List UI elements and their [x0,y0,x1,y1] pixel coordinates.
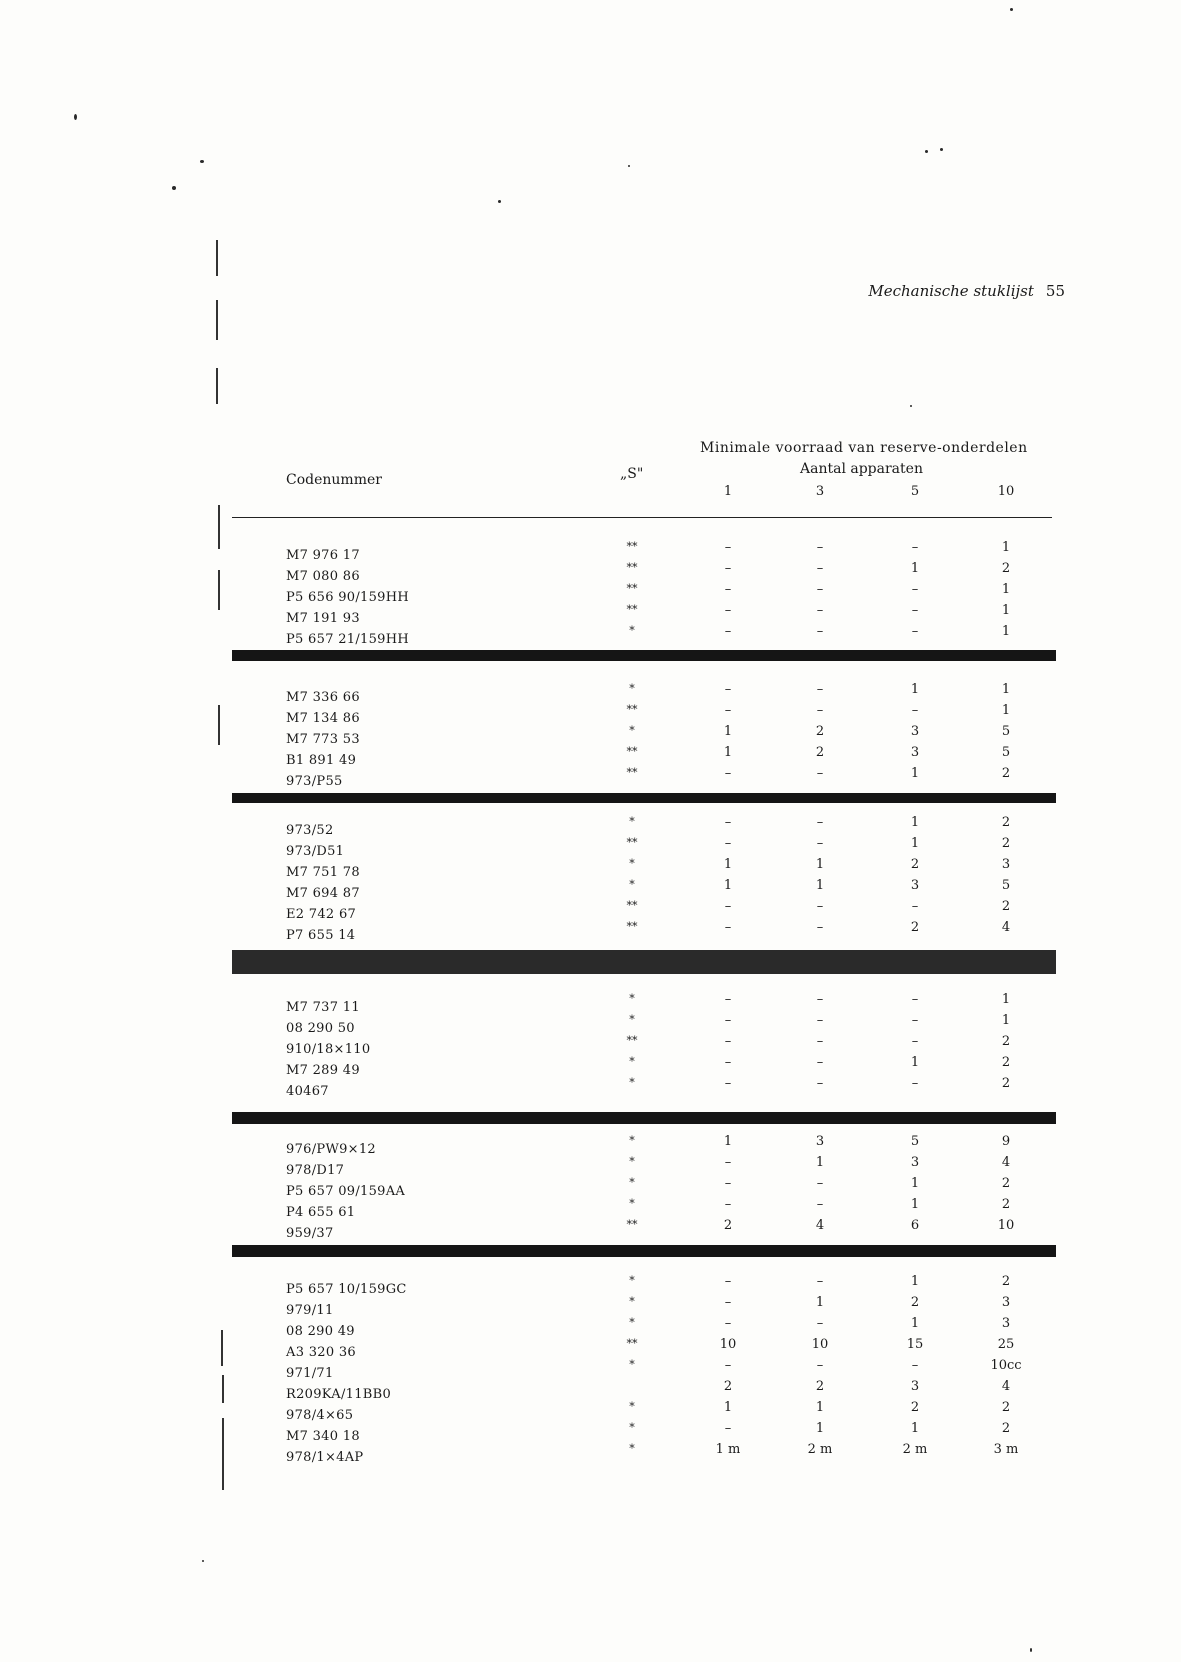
count-10-cell: 5 [1001,745,1011,760]
s-cell: * [629,992,635,1005]
count-5-cell: 1 [910,682,920,697]
count-1-cell: – [724,1274,732,1289]
header-rule [232,517,1052,518]
count-5-cell: 1 [910,766,920,781]
count-3-cell: 4 [815,1218,825,1233]
count-10-cell: 2 [1001,836,1011,851]
code-cell: 40467 [286,1084,329,1099]
code-cell: P4 655 61 [286,1205,356,1220]
scan-speck [1030,1648,1032,1652]
s-cell: * [629,1197,635,1210]
code-cell: 978/D17 [286,1163,345,1178]
count-5-cell: – [911,582,919,597]
count-5-cell: – [911,603,919,618]
count-1-cell: – [724,682,732,697]
scan-speck [498,200,501,203]
count-1-cell: – [724,1358,732,1373]
code-cell: M7 336 66 [286,690,360,705]
count-10-cell: 4 [1001,1155,1011,1170]
code-cell: M7 751 78 [286,865,360,880]
count-3-cell: 3 [815,1134,825,1149]
count-1-cell: 1 m [715,1442,741,1457]
table-row [0,766,1181,795]
count-3-cell: – [816,703,824,718]
column-header-5: 5 [910,484,920,499]
code-cell: 959/37 [286,1226,334,1241]
s-cell: * [629,1055,635,1068]
s-cell: * [629,1400,635,1413]
code-cell: M7 134 86 [286,711,360,726]
count-10-cell: 2 [1001,1274,1011,1289]
count-5-cell: 2 [910,920,920,935]
count-1-cell: 1 [723,878,733,893]
count-5-cell: 1 [910,1176,920,1191]
s-cell: ** [626,540,638,553]
margin-mark [218,505,220,549]
s-cell: * [629,1316,635,1329]
s-cell: ** [626,899,638,912]
count-3-cell: 1 [815,1295,825,1310]
code-cell: 976/PW9×12 [286,1142,377,1157]
count-5-cell: – [911,1076,919,1091]
count-1-cell: – [724,1013,732,1028]
count-10-cell: 3 [1001,857,1011,872]
count-10-cell: 3 [1001,1295,1011,1310]
count-1-cell: – [724,1034,732,1049]
code-cell: P5 657 21/159HH [286,632,410,647]
count-3-cell: – [816,1076,824,1091]
count-10-cell: 3 m [993,1442,1019,1457]
s-cell: ** [626,582,638,595]
scan-speck [172,186,176,190]
count-10-cell: 4 [1001,1379,1011,1394]
count-3-cell: 1 [815,857,825,872]
count-10-cell: 2 [1001,1034,1011,1049]
count-3-cell: 10 [811,1337,829,1352]
table-row [0,624,1181,653]
count-3-cell: – [816,1274,824,1289]
count-1-cell: – [724,582,732,597]
count-5-cell: – [911,1358,919,1373]
count-10-cell: 9 [1001,1134,1011,1149]
count-5-cell: – [911,992,919,1007]
s-cell: * [629,1176,635,1189]
count-1-cell: 2 [723,1218,733,1233]
count-3-cell: 1 [815,1421,825,1436]
code-cell: B1 891 49 [286,753,357,768]
count-3-cell: – [816,1013,824,1028]
count-5-cell: – [911,624,919,639]
scan-speck [910,405,912,407]
count-5-cell: – [911,1034,919,1049]
count-5-cell: 2 m [902,1442,928,1457]
count-3-cell: 2 [815,1379,825,1394]
count-3-cell: – [816,1197,824,1212]
count-5-cell: 5 [910,1134,920,1149]
count-1-cell: – [724,920,732,935]
count-5-cell: 1 [910,1421,920,1436]
code-cell: M7 694 87 [286,886,360,901]
count-3-cell: – [816,582,824,597]
table-row [0,1076,1181,1105]
count-5-cell: 3 [910,724,920,739]
count-10-cell: 25 [997,1337,1015,1352]
count-3-cell: 1 [815,1400,825,1415]
count-1-cell: 1 [723,724,733,739]
count-3-cell: – [816,1176,824,1191]
count-5-cell: – [911,1013,919,1028]
s-cell: * [629,1442,635,1455]
count-10-cell: 10 [997,1218,1015,1233]
s-cell: * [629,724,635,737]
count-5-cell: 1 [910,815,920,830]
count-1-cell: 1 [723,1134,733,1149]
count-10-cell: 3 [1001,1316,1011,1331]
code-cell: P5 657 09/159AA [286,1184,406,1199]
count-1-cell: 1 [723,745,733,760]
code-cell: 973/D51 [286,844,345,859]
code-cell: M7 191 93 [286,611,360,626]
count-10-cell: 2 [1001,1055,1011,1070]
scan-speck [940,148,943,151]
count-3-cell: – [816,624,824,639]
scan-speck [74,114,77,120]
count-3-cell: – [816,836,824,851]
count-3-cell: – [816,899,824,914]
count-5-cell: 15 [906,1337,924,1352]
count-5-cell: 3 [910,878,920,893]
s-cell: * [629,1274,635,1287]
code-cell: M7 737 11 [286,1000,360,1015]
count-10-cell: 1 [1001,603,1011,618]
count-5-cell: – [911,540,919,555]
header-title: Mechanische stuklijst [868,282,1034,300]
group-separator [232,950,1056,974]
count-5-cell: – [911,899,919,914]
table-row [0,1218,1181,1247]
count-10-cell: 1 [1001,582,1011,597]
code-cell: M7 976 17 [286,548,360,563]
code-cell: 973/52 [286,823,334,838]
count-3-cell: – [816,682,824,697]
count-3-cell: – [816,603,824,618]
count-1-cell: – [724,1055,732,1070]
s-cell: ** [626,703,638,716]
count-10-cell: 1 [1001,540,1011,555]
code-cell: E2 742 67 [286,907,357,922]
s-cell: ** [626,603,638,616]
count-10-cell: 5 [1001,878,1011,893]
count-1-cell: – [724,1421,732,1436]
s-cell: ** [626,1337,638,1350]
count-3-cell: – [816,766,824,781]
count-3-cell: – [816,1034,824,1049]
s-cell: ** [626,920,638,933]
count-1-cell: 10 [719,1337,737,1352]
count-10-cell: 1 [1001,1013,1011,1028]
count-10-cell: 1 [1001,682,1011,697]
column-header-s: „S" [620,466,644,482]
count-3-cell: – [816,1055,824,1070]
page-number: 55 [1045,282,1065,300]
code-cell: 979/11 [286,1303,334,1318]
count-1-cell: – [724,540,732,555]
count-3-cell: 2 m [807,1442,833,1457]
count-10-cell: 1 [1001,703,1011,718]
count-5-cell: 2 [910,857,920,872]
s-cell: * [629,1076,635,1089]
table-title: Minimale voorraad van reserve-onderdelen [700,440,1028,456]
count-3-cell: – [816,992,824,1007]
count-10-cell: 2 [1001,1197,1011,1212]
column-header-3: 3 [815,484,825,499]
code-cell: 978/4×65 [286,1408,354,1423]
table-subtitle: Aantal apparaten [800,461,923,477]
code-cell: 910/18×110 [286,1042,371,1057]
s-cell: * [629,1013,635,1026]
code-cell: 971/71 [286,1366,334,1381]
count-5-cell: 1 [910,1316,920,1331]
scan-speck [925,150,928,153]
count-5-cell: 1 [910,1055,920,1070]
code-cell: 08 290 50 [286,1021,355,1036]
s-cell: * [629,1295,635,1308]
s-cell: * [629,624,635,637]
s-cell: * [629,682,635,695]
code-cell: M7 773 53 [286,732,360,747]
count-10-cell: 2 [1001,1176,1011,1191]
code-cell: 973/P55 [286,774,343,789]
count-10-cell: 2 [1001,1421,1011,1436]
count-3-cell: – [816,920,824,935]
table-row [0,1442,1181,1471]
count-3-cell: – [816,540,824,555]
s-cell: * [629,815,635,828]
count-5-cell: 2 [910,1400,920,1415]
code-cell: M7 340 18 [286,1429,360,1444]
s-cell: * [629,1421,635,1434]
count-5-cell: 3 [910,745,920,760]
code-cell: M7 080 86 [286,569,360,584]
count-10-cell: 5 [1001,724,1011,739]
count-10-cell: 2 [1001,899,1011,914]
code-cell: P5 656 90/159HH [286,590,410,605]
count-10-cell: 1 [1001,624,1011,639]
count-5-cell: – [911,703,919,718]
s-cell: ** [626,766,638,779]
count-1-cell: – [724,1176,732,1191]
count-3-cell: – [816,1316,824,1331]
count-10-cell: 1 [1001,992,1011,1007]
count-1-cell: – [724,766,732,781]
s-cell: * [629,878,635,891]
count-3-cell: – [816,1358,824,1373]
count-10-cell: 2 [1001,1400,1011,1415]
margin-mark [216,368,218,404]
column-header-1: 1 [723,484,733,499]
s-cell: ** [626,561,638,574]
count-10-cell: 10cc [990,1358,1022,1373]
count-5-cell: 1 [910,561,920,576]
code-cell: A3 320 36 [286,1345,356,1360]
code-cell: R209KA/11BB0 [286,1387,392,1402]
group-separator [232,1112,1056,1124]
table-row [0,920,1181,949]
count-10-cell: 2 [1001,815,1011,830]
scan-speck [200,160,204,163]
count-1-cell: – [724,1076,732,1091]
count-1-cell: – [724,1295,732,1310]
s-cell: * [629,1134,635,1147]
count-1-cell: – [724,899,732,914]
code-cell: M7 289 49 [286,1063,360,1078]
s-cell: * [629,1155,635,1168]
count-3-cell: 2 [815,745,825,760]
count-1-cell: – [724,1197,732,1212]
page-header [868,282,1065,300]
column-header-code: Codenummer [286,472,382,488]
scan-speck [628,165,630,167]
count-1-cell: – [724,815,732,830]
scan-speck [1010,8,1013,11]
count-10-cell: 2 [1001,1076,1011,1091]
count-1-cell: – [724,1316,732,1331]
s-cell: ** [626,745,638,758]
margin-mark [216,300,218,340]
s-cell: * [629,857,635,870]
count-1-cell: 1 [723,857,733,872]
count-5-cell: 2 [910,1295,920,1310]
code-cell: P7 655 14 [286,928,356,943]
count-1-cell: – [724,703,732,718]
count-1-cell: – [724,836,732,851]
count-1-cell: – [724,603,732,618]
code-cell: 978/1×4AP [286,1450,364,1465]
s-cell: * [629,1358,635,1371]
count-3-cell: 2 [815,724,825,739]
count-5-cell: 1 [910,836,920,851]
count-1-cell: 1 [723,1400,733,1415]
count-5-cell: 1 [910,1274,920,1289]
s-cell: ** [626,1034,638,1047]
count-3-cell: – [816,561,824,576]
count-1-cell: – [724,561,732,576]
count-1-cell: – [724,624,732,639]
count-1-cell: – [724,1155,732,1170]
count-5-cell: 3 [910,1379,920,1394]
count-3-cell: 1 [815,878,825,893]
s-cell: ** [626,1218,638,1231]
code-cell: P5 657 10/159GC [286,1282,407,1297]
count-1-cell: 2 [723,1379,733,1394]
count-3-cell: 1 [815,1155,825,1170]
margin-mark [216,240,218,276]
count-1-cell: – [724,992,732,1007]
scan-speck [202,1560,204,1562]
count-5-cell: 1 [910,1197,920,1212]
count-10-cell: 2 [1001,766,1011,781]
count-10-cell: 2 [1001,561,1011,576]
count-5-cell: 3 [910,1155,920,1170]
s-cell: ** [626,836,638,849]
count-3-cell: – [816,815,824,830]
column-header-10: 10 [997,484,1015,499]
count-10-cell: 4 [1001,920,1011,935]
count-5-cell: 6 [910,1218,920,1233]
code-cell: 08 290 49 [286,1324,355,1339]
